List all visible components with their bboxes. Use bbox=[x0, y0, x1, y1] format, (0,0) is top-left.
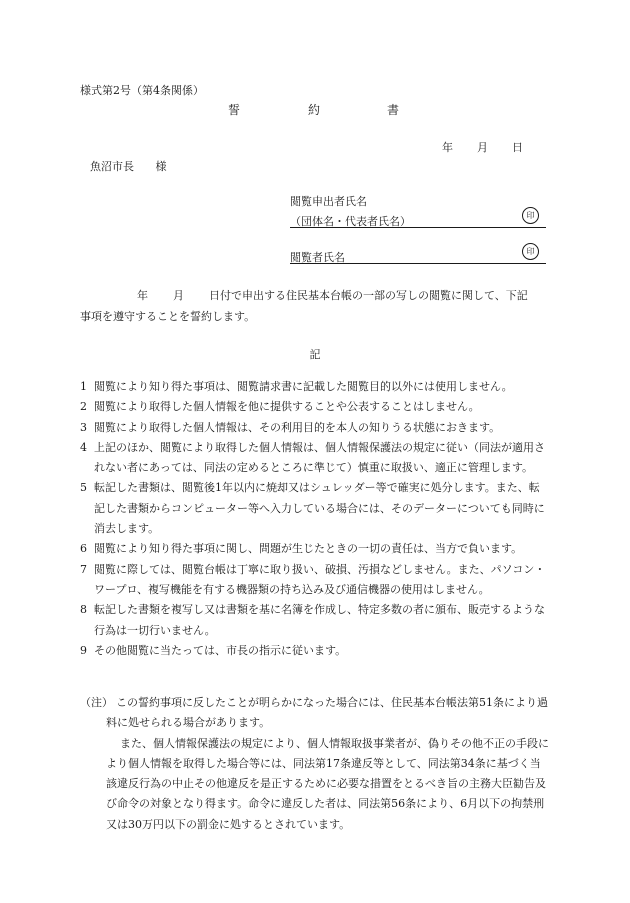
item-number: 1 bbox=[80, 380, 87, 393]
item-number: 4 bbox=[80, 440, 87, 454]
applicant-name-field[interactable] bbox=[290, 193, 546, 233]
pledge-text: 日付で申出する住民基本台帳の一部の写しの閲覧に関して、下記 bbox=[209, 289, 528, 302]
list-item bbox=[80, 397, 550, 417]
list-item bbox=[80, 641, 550, 661]
item-text: 閲覧により取得した個人情報は、その利用目的を本人の知りうる状態におきます。 bbox=[94, 420, 501, 434]
item-number: 9 bbox=[80, 643, 87, 657]
pledge-year-label: 年 bbox=[137, 289, 148, 302]
date-year-label: 年 bbox=[442, 141, 453, 154]
item-number: 5 bbox=[80, 481, 87, 495]
item-text: 上記のほか、閲覧により取得した個人情報は、個人情報保護法の規定に従い（同法が適用されない者にあっては、同法の定めるところに準じて）慎重に取扱い、適正に管理します。 bbox=[94, 440, 545, 475]
title-char: 書 bbox=[387, 103, 400, 117]
note-paragraph-1: この誓約事項に反したことが明らかになった場合には、住民基本台帳法第51条により過料に処せられる場合があります。 bbox=[106, 696, 548, 730]
list-item bbox=[80, 418, 550, 438]
item-text: 閲覧により知り得た事項は、閲覧請求書に記載した閲覧目的以外には使用しません。 bbox=[94, 380, 513, 393]
item-number: 3 bbox=[80, 420, 87, 434]
item-text: 転記した書類は、閲覧後1年以内に焼却又はシュレッダー等で確実に処分します。また、転記した書類からコンピューター等へ入力している場合には、そのデーターについても同時に消去します。 bbox=[94, 481, 545, 536]
pledge-items bbox=[80, 377, 550, 661]
pledge-month-label: 月 bbox=[173, 289, 184, 302]
date-line bbox=[0, 139, 630, 155]
item-number: 7 bbox=[80, 562, 87, 576]
applicant-sub-label: （団体名・代表者氏名） bbox=[290, 215, 411, 228]
note-section bbox=[80, 693, 550, 835]
list-item bbox=[80, 560, 550, 601]
list-item bbox=[80, 438, 550, 479]
title-char: 約 bbox=[308, 103, 321, 117]
note-paragraph-2: また、個人情報保護法の規定により、個人情報取扱事業者が、偽りその他不正の手段により個人情報を取得した場合等には、同法第17条違反等として、同法第34条に基づく当該違反行為の中止その他違反を是正するために必要な措置をとるべき旨の主務大臣勧告及び命令の対象となり得ます。命令に違反した者は、同法第56条により、6月以下の拘禁刑又は30万円以下の罰金に処するとされています。 bbox=[106, 736, 549, 831]
addressee-honorific: 様 bbox=[155, 160, 167, 173]
date-day-label: 日 bbox=[512, 141, 523, 154]
applicant-name-label: 閲覧申出者氏名 bbox=[290, 195, 367, 208]
document-title bbox=[0, 101, 630, 117]
addressee-name: 魚沼市長 bbox=[90, 160, 134, 173]
form-number: 様式第2号（第4条関係） bbox=[80, 84, 204, 97]
applicant-signature-line bbox=[290, 227, 546, 228]
list-item bbox=[80, 600, 550, 641]
seal-mark: 印 bbox=[522, 243, 539, 260]
date-month-label: 月 bbox=[477, 141, 488, 154]
note-label: （注） bbox=[80, 696, 113, 709]
viewer-name-field[interactable] bbox=[290, 249, 546, 269]
item-number: 2 bbox=[80, 400, 87, 414]
list-item bbox=[80, 377, 550, 397]
seal-mark: 印 bbox=[522, 207, 539, 224]
item-text: その他閲覧に当たっては、市長の指示に従います。 bbox=[94, 643, 347, 657]
item-text: 閲覧により取得した個人情報を他に提供することや公表することはしません。 bbox=[94, 400, 480, 414]
pledge-paragraph bbox=[80, 285, 550, 327]
item-number: 8 bbox=[80, 603, 87, 617]
addressee bbox=[90, 158, 167, 174]
item-text: 閲覧により知り得た事項に関し、問題が生じたときの一切の責任は、当方で負います。 bbox=[94, 542, 523, 556]
viewer-name-label: 閲覧者氏名 bbox=[290, 251, 345, 264]
list-item bbox=[80, 478, 550, 539]
title-char: 誓 bbox=[228, 103, 241, 117]
viewer-signature-line bbox=[290, 263, 546, 264]
item-text: 閲覧に際しては、閲覧台帳は丁寧に取り扱い、破損、汚損などしません。また、パソコン・ワープロ、複写機能を有する機器類の持ち込み及び通信機器の使用はしません。 bbox=[94, 562, 546, 596]
list-item bbox=[80, 539, 550, 559]
pledge-line-2: 事項を遵守することを誓約します。 bbox=[80, 310, 256, 323]
item-number: 6 bbox=[80, 542, 87, 556]
pledge-line-1 bbox=[80, 285, 550, 306]
item-text: 転記した書類を複写し又は書類を基に名簿を作成し、特定多数の者に頒布、販売するような行為は一切行いません。 bbox=[94, 603, 545, 637]
ki-heading: 記 bbox=[309, 348, 321, 361]
